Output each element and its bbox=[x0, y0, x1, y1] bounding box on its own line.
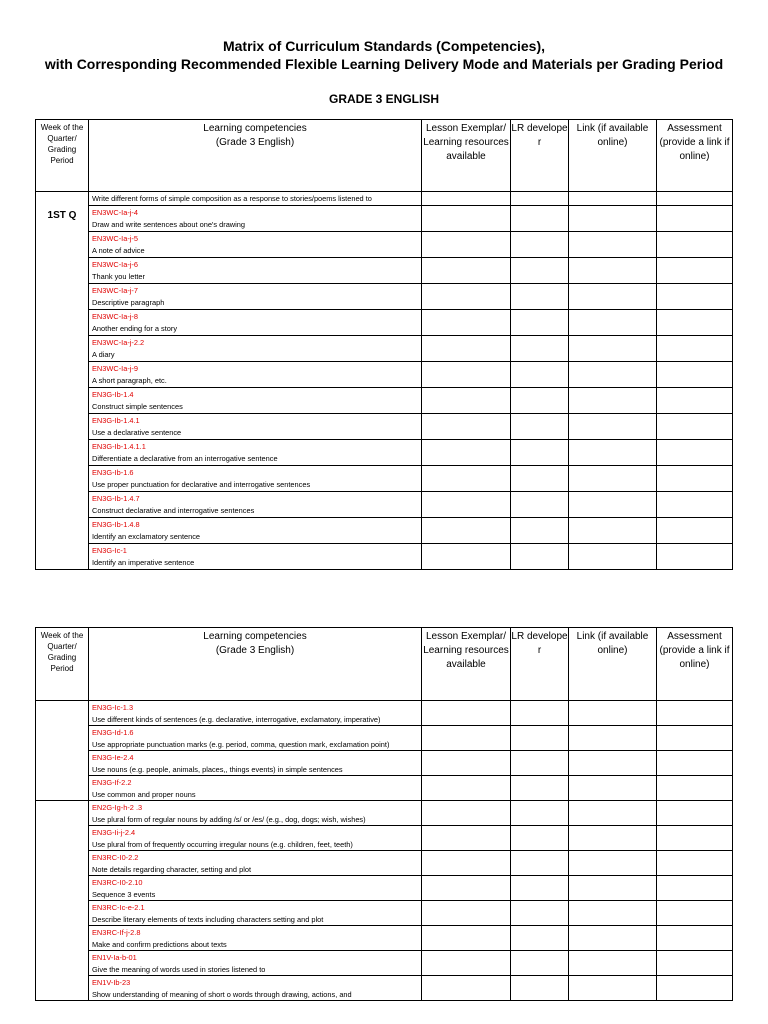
competency-cell bbox=[89, 492, 422, 518]
competency-code: EN3G-Ic-1.3 bbox=[92, 703, 134, 712]
table-row bbox=[36, 751, 733, 776]
link-cell bbox=[569, 726, 657, 751]
assessment-cell bbox=[657, 440, 733, 466]
competency-cell bbox=[89, 851, 422, 876]
assessment-cell bbox=[657, 544, 733, 570]
assessment-cell bbox=[657, 362, 733, 388]
competency-description: Use different kinds of sentences (e.g. declarative, interrogative, exclamatory, imperative) bbox=[92, 714, 381, 724]
link-cell bbox=[569, 701, 657, 726]
link-cell bbox=[569, 492, 657, 518]
competency-description: Use plural form of regular nouns by adding /s/ or /es/ (e.g., dog, dogs; wish, wishes) bbox=[92, 814, 366, 824]
assessment-cell bbox=[657, 284, 733, 310]
competency-code: EN3G-Ib-1.4.7 bbox=[92, 494, 140, 503]
table-row bbox=[36, 284, 733, 310]
assessment-cell bbox=[657, 801, 733, 826]
competency-cell bbox=[89, 466, 422, 492]
competency-description: Use nouns (e.g. people, animals, places,, things events) in simple sentences bbox=[92, 764, 343, 774]
week-label: 1ST Q bbox=[47, 210, 77, 221]
assessment-cell bbox=[657, 776, 733, 801]
link-cell bbox=[569, 876, 657, 901]
competency-description: Make and confirm predictions about texts bbox=[92, 939, 227, 949]
competency-code: EN3RC-I0-2.2 bbox=[92, 853, 139, 862]
assessment-cell bbox=[657, 976, 733, 1001]
link-cell bbox=[569, 192, 657, 206]
link-cell bbox=[569, 362, 657, 388]
competency-cell bbox=[89, 926, 422, 951]
competency-code: EN3G-If-2.2 bbox=[92, 778, 132, 787]
competency-code: EN3G-Ib-1.4 bbox=[92, 390, 134, 399]
lesson-cell bbox=[422, 951, 511, 976]
table-row bbox=[36, 851, 733, 876]
lesson-cell bbox=[422, 414, 511, 440]
lr-cell bbox=[511, 851, 569, 876]
lr-cell bbox=[511, 310, 569, 336]
assessment-cell bbox=[657, 518, 733, 544]
link-cell bbox=[569, 751, 657, 776]
lesson-cell bbox=[422, 976, 511, 1001]
table-row bbox=[36, 976, 733, 1001]
header-link: Link (if available online) bbox=[569, 120, 657, 192]
competency-cell bbox=[89, 544, 422, 570]
competency-cell bbox=[89, 232, 422, 258]
lesson-cell bbox=[422, 192, 511, 206]
table-row bbox=[36, 258, 733, 284]
competency-cell bbox=[89, 362, 422, 388]
competency-description: Note details regarding character, setting and plot bbox=[92, 864, 251, 874]
link-cell bbox=[569, 440, 657, 466]
competency-description: Use common and proper nouns bbox=[92, 789, 196, 799]
competency-code: EN3G-Ic-1 bbox=[92, 546, 127, 555]
lr-cell bbox=[511, 192, 569, 206]
table-row bbox=[36, 466, 733, 492]
lr-cell bbox=[511, 518, 569, 544]
lr-cell bbox=[511, 876, 569, 901]
competency-code: EN3G-Ii-j-2.4 bbox=[92, 828, 136, 837]
competency-description: A short paragraph, etc. bbox=[92, 376, 167, 385]
lr-cell bbox=[511, 826, 569, 851]
competency-cell bbox=[89, 414, 422, 440]
competency-description: Use a declarative sentence bbox=[92, 428, 182, 437]
assessment-cell bbox=[657, 926, 733, 951]
lr-cell bbox=[511, 951, 569, 976]
lesson-cell bbox=[422, 206, 511, 232]
header-assessment: Assessment (provide a link if online) bbox=[657, 120, 733, 192]
competency-cell bbox=[89, 901, 422, 926]
table-row bbox=[36, 310, 733, 336]
competency-description: Use appropriate punctuation marks (e.g. period, comma, question mark, exclamation point) bbox=[92, 739, 390, 749]
competency-description: Write different forms of simple composition as a response to stories/poems listened to bbox=[92, 194, 372, 203]
lr-cell bbox=[511, 901, 569, 926]
header-competencies-sub: (Grade 3 English) bbox=[215, 137, 295, 148]
link-cell bbox=[569, 976, 657, 1001]
competency-table-1 bbox=[35, 119, 733, 570]
competency-description: Draw and write sentences about one's drawing bbox=[92, 220, 246, 229]
competency-cell bbox=[89, 951, 422, 976]
table-row bbox=[36, 232, 733, 258]
competency-code: EN3WC-Ia-j-2.2 bbox=[92, 338, 145, 347]
competency-description: Give the meaning of words used in stories listened to bbox=[92, 964, 266, 974]
header-competencies bbox=[89, 120, 422, 192]
assessment-cell bbox=[657, 701, 733, 726]
table-row bbox=[36, 826, 733, 851]
table-row bbox=[36, 388, 733, 414]
link-cell bbox=[569, 801, 657, 826]
lr-cell bbox=[511, 466, 569, 492]
assessment-cell bbox=[657, 310, 733, 336]
lr-cell bbox=[511, 388, 569, 414]
header-assessment: Assessment (provide a link if online) bbox=[657, 628, 733, 701]
competency-cell bbox=[89, 701, 422, 726]
lesson-cell bbox=[422, 726, 511, 751]
link-cell bbox=[569, 310, 657, 336]
document-title: Matrix of Curriculum Standards (Competencies), bbox=[222, 38, 546, 54]
lr-cell bbox=[511, 362, 569, 388]
lesson-cell bbox=[422, 776, 511, 801]
competency-cell bbox=[89, 751, 422, 776]
link-cell bbox=[569, 544, 657, 570]
table-row bbox=[36, 192, 733, 206]
lr-cell bbox=[511, 440, 569, 466]
competency-cell bbox=[89, 258, 422, 284]
table-row bbox=[36, 440, 733, 466]
competency-cell bbox=[89, 336, 422, 362]
lr-cell bbox=[511, 976, 569, 1001]
table-row bbox=[36, 876, 733, 901]
competency-description: Use plural from of frequently occurring irregular nouns (e.g. children, feet, teeth) bbox=[92, 839, 353, 849]
assessment-cell bbox=[657, 258, 733, 284]
lesson-cell bbox=[422, 544, 511, 570]
link-cell bbox=[569, 851, 657, 876]
competency-description: Descriptive paragraph bbox=[92, 298, 165, 307]
lr-cell bbox=[511, 926, 569, 951]
competency-description: Identify an exclamatory sentence bbox=[92, 532, 201, 541]
lesson-cell bbox=[422, 336, 511, 362]
competency-description: A diary bbox=[92, 350, 115, 359]
link-cell bbox=[569, 206, 657, 232]
lesson-cell bbox=[422, 388, 511, 414]
lr-cell bbox=[511, 801, 569, 826]
table-row bbox=[36, 776, 733, 801]
lr-cell bbox=[511, 258, 569, 284]
lesson-cell bbox=[422, 926, 511, 951]
competency-code: EN3RC-Ic-e-2.1 bbox=[92, 903, 145, 912]
lr-cell bbox=[511, 284, 569, 310]
competency-code: EN1V-Ib-23 bbox=[92, 978, 131, 987]
competency-cell bbox=[89, 826, 422, 851]
lesson-cell bbox=[422, 801, 511, 826]
header-week: Week of the Quarter/ Grading Period bbox=[36, 120, 89, 192]
competency-description: Thank you letter bbox=[92, 272, 145, 281]
lesson-cell bbox=[422, 851, 511, 876]
lesson-cell bbox=[422, 751, 511, 776]
table-row bbox=[36, 901, 733, 926]
assessment-cell bbox=[657, 388, 733, 414]
competency-cell bbox=[89, 876, 422, 901]
lesson-cell bbox=[422, 310, 511, 336]
competency-cell bbox=[89, 310, 422, 336]
link-cell bbox=[569, 284, 657, 310]
table-row bbox=[36, 362, 733, 388]
assessment-cell bbox=[657, 492, 733, 518]
competency-code: EN3G-Id-1.6 bbox=[92, 728, 134, 737]
competency-cell bbox=[89, 518, 422, 544]
competency-code: EN3G-Ib-1.4.1 bbox=[92, 416, 140, 425]
competency-cell bbox=[89, 776, 422, 801]
link-cell bbox=[569, 951, 657, 976]
assessment-cell bbox=[657, 414, 733, 440]
assessment-cell bbox=[657, 192, 733, 206]
assessment-cell bbox=[657, 726, 733, 751]
lr-cell bbox=[511, 776, 569, 801]
table-row bbox=[36, 544, 733, 570]
lr-cell bbox=[511, 726, 569, 751]
lesson-cell bbox=[422, 258, 511, 284]
lr-cell bbox=[511, 751, 569, 776]
header-competencies-sub: (Grade 3 English) bbox=[215, 645, 295, 656]
table-row bbox=[36, 206, 733, 232]
assessment-cell bbox=[657, 232, 733, 258]
table-row bbox=[36, 518, 733, 544]
table-row bbox=[36, 492, 733, 518]
competency-code: EN3WC-Ia-j-7 bbox=[92, 286, 138, 295]
link-cell bbox=[569, 466, 657, 492]
lr-cell bbox=[511, 414, 569, 440]
link-cell bbox=[569, 776, 657, 801]
competency-cell bbox=[89, 440, 422, 466]
competency-code: EN3G-Ib-1.4.8 bbox=[92, 520, 140, 529]
competency-code: EN2G-Ig-h-2 .3 bbox=[92, 803, 143, 812]
competency-cell bbox=[89, 801, 422, 826]
competency-cell bbox=[89, 192, 422, 206]
lesson-cell bbox=[422, 440, 511, 466]
week-cell bbox=[36, 701, 89, 801]
competency-description: Sequence 3 events bbox=[92, 889, 156, 899]
assessment-cell bbox=[657, 206, 733, 232]
lesson-cell bbox=[422, 876, 511, 901]
competency-description: Construct declarative and interrogative sentences bbox=[92, 506, 255, 515]
lesson-cell bbox=[422, 284, 511, 310]
header-week: Week of the Quarter/ Grading Period bbox=[36, 628, 89, 701]
header-lesson-exemplar: Lesson Exemplar/ Learning resources available bbox=[422, 628, 511, 701]
assessment-cell bbox=[657, 466, 733, 492]
table-header-row bbox=[36, 120, 733, 192]
week-cell bbox=[36, 192, 89, 570]
competency-description: Identify an imperative sentence bbox=[92, 558, 195, 567]
competency-description: Another ending for a story bbox=[92, 324, 178, 333]
link-cell bbox=[569, 336, 657, 362]
assessment-cell bbox=[657, 826, 733, 851]
link-cell bbox=[569, 388, 657, 414]
table-header-row bbox=[36, 628, 733, 701]
link-cell bbox=[569, 518, 657, 544]
assessment-cell bbox=[657, 336, 733, 362]
header-competencies-label: Learning competencies bbox=[203, 123, 307, 134]
header-lesson-exemplar: Lesson Exemplar/ Learning resources available bbox=[422, 120, 511, 192]
competency-code: EN3WC-Ia-j-9 bbox=[92, 364, 138, 373]
lr-cell bbox=[511, 492, 569, 518]
lr-cell bbox=[511, 701, 569, 726]
table-row bbox=[36, 801, 733, 826]
competency-code: EN3RC-I0-2.10 bbox=[92, 878, 143, 887]
table-row bbox=[36, 701, 733, 726]
assessment-cell bbox=[657, 901, 733, 926]
lr-cell bbox=[511, 206, 569, 232]
competency-code: EN3WC-Ia-j-6 bbox=[92, 260, 138, 269]
header-link: Link (if available online) bbox=[569, 628, 657, 701]
header-competencies bbox=[89, 628, 422, 701]
link-cell bbox=[569, 926, 657, 951]
table-row bbox=[36, 414, 733, 440]
table-row bbox=[36, 951, 733, 976]
competency-cell bbox=[89, 726, 422, 751]
lesson-cell bbox=[422, 362, 511, 388]
assessment-cell bbox=[657, 751, 733, 776]
lesson-cell bbox=[422, 701, 511, 726]
table-row bbox=[36, 726, 733, 751]
competency-description: Show understanding of meaning of short o words through drawing, actions, and bbox=[92, 989, 352, 999]
lr-cell bbox=[511, 336, 569, 362]
header-competencies-label: Learning competencies bbox=[203, 631, 307, 642]
link-cell bbox=[569, 826, 657, 851]
assessment-cell bbox=[657, 951, 733, 976]
document-title-line-2: with Corresponding Recommended Flexible Learning Delivery Mode and Materials per Grading Period bbox=[44, 56, 724, 72]
competency-code: EN3G-Ib-1.6 bbox=[92, 468, 134, 477]
lesson-cell bbox=[422, 518, 511, 544]
competency-description: Differentiate a declarative from an interrogative sentence bbox=[92, 454, 278, 463]
competency-code: EN3WC-Ia-j-8 bbox=[92, 312, 138, 321]
assessment-cell bbox=[657, 876, 733, 901]
table-row bbox=[36, 336, 733, 362]
competency-description: A note of advice bbox=[92, 246, 145, 255]
table-row bbox=[36, 926, 733, 951]
competency-code: EN3G-Ib-1.4.1.1 bbox=[92, 442, 146, 451]
header-lr-developer: LR develope r bbox=[511, 120, 569, 192]
competency-code: EN1V-Ia-b-01 bbox=[92, 953, 137, 962]
competency-cell bbox=[89, 388, 422, 414]
competency-cell bbox=[89, 284, 422, 310]
competency-description: Use proper punctuation for declarative and interrogative sentences bbox=[92, 480, 311, 489]
lesson-cell bbox=[422, 901, 511, 926]
competency-code: EN3G-Ie-2.4 bbox=[92, 753, 134, 762]
grade-subtitle: GRADE 3 ENGLISH bbox=[328, 92, 439, 106]
competency-cell bbox=[89, 206, 422, 232]
lesson-cell bbox=[422, 466, 511, 492]
lesson-cell bbox=[422, 492, 511, 518]
competency-description: Describe literary elements of texts including characters setting and plot bbox=[92, 914, 324, 924]
lr-cell bbox=[511, 544, 569, 570]
competency-code: EN3WC-Ia-j-4 bbox=[92, 208, 138, 217]
link-cell bbox=[569, 232, 657, 258]
competency-cell bbox=[89, 976, 422, 1001]
week-cell bbox=[36, 801, 89, 1001]
header-lr-developer: LR develope r bbox=[511, 628, 569, 701]
assessment-cell bbox=[657, 851, 733, 876]
lr-cell bbox=[511, 232, 569, 258]
lesson-cell bbox=[422, 826, 511, 851]
competency-table-2 bbox=[35, 627, 733, 1001]
link-cell bbox=[569, 901, 657, 926]
competency-description: Construct simple sentences bbox=[92, 402, 183, 411]
competency-code: EN3WC-Ia-j-5 bbox=[92, 234, 138, 243]
link-cell bbox=[569, 258, 657, 284]
link-cell bbox=[569, 414, 657, 440]
competency-code: EN3RC-If-j-2.8 bbox=[92, 928, 141, 937]
lesson-cell bbox=[422, 232, 511, 258]
